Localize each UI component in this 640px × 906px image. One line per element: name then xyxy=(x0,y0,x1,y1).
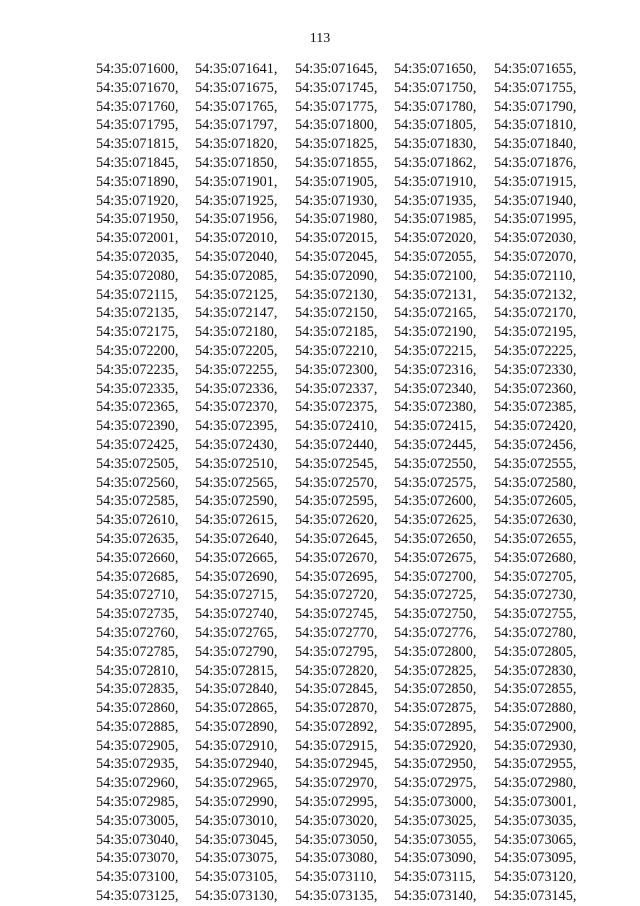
cadastral-number: 54:35:072195, xyxy=(494,324,577,341)
cadastral-number: 54:35:072430, xyxy=(195,436,278,453)
list-row xyxy=(96,60,596,79)
cadastral-number: 54:35:072035, xyxy=(96,248,179,265)
cadastral-number: 54:35:072147, xyxy=(195,305,278,322)
cadastral-number: 54:35:071956, xyxy=(195,211,278,228)
cadastral-number: 54:35:072565, xyxy=(195,474,278,491)
cadastral-number: 54:35:072660, xyxy=(96,549,179,566)
cadastral-number: 54:35:072645, xyxy=(295,530,378,547)
cadastral-number: 54:35:071655, xyxy=(494,61,577,77)
cadastral-number: 54:35:071925, xyxy=(195,192,278,209)
cadastral-number: 54:35:071780, xyxy=(394,98,477,115)
cadastral-number: 54:35:073010, xyxy=(195,812,278,829)
cadastral-number: 54:35:072835, xyxy=(96,681,179,698)
cadastral-number: 54:35:072170, xyxy=(494,305,577,322)
list-row xyxy=(96,643,596,662)
cadastral-number: 54:35:072650, xyxy=(394,530,477,547)
list-row xyxy=(96,286,596,305)
cadastral-number: 54:35:072336, xyxy=(195,380,278,397)
cadastral-number: 54:35:071985, xyxy=(394,211,477,228)
cadastral-number: 54:35:072710, xyxy=(96,587,179,604)
cadastral-number: 54:35:073105, xyxy=(195,869,278,886)
cadastral-number: 54:35:071855, xyxy=(295,154,378,171)
cadastral-number: 54:35:073040, xyxy=(96,831,179,848)
list-row xyxy=(96,511,596,530)
list-row xyxy=(96,229,596,248)
cadastral-number: 54:35:071775, xyxy=(295,98,378,115)
cadastral-number: 54:35:072456, xyxy=(494,436,577,453)
cadastral-number: 54:35:072865, xyxy=(195,700,278,717)
cadastral-number: 54:35:072725, xyxy=(394,587,477,604)
cadastral-number: 54:35:072545, xyxy=(295,455,378,472)
cadastral-number: 54:35:073130, xyxy=(195,888,278,905)
cadastral-number: 54:35:072685, xyxy=(96,568,179,585)
cadastral-number: 54:35:071805, xyxy=(394,117,477,134)
cadastral-number: 54:35:072745, xyxy=(295,606,378,623)
list-row xyxy=(96,868,596,887)
cadastral-number: 54:35:073020, xyxy=(295,812,378,829)
cadastral-number: 54:35:071920, xyxy=(96,192,179,209)
cadastral-number: 54:35:072695, xyxy=(295,568,378,585)
cadastral-number: 54:35:072510, xyxy=(195,455,278,472)
cadastral-number: 54:35:072370, xyxy=(195,399,278,416)
cadastral-number: 54:35:071850, xyxy=(195,154,278,171)
cadastral-number: 54:35:071790, xyxy=(494,98,577,115)
cadastral-number: 54:35:072235, xyxy=(96,361,179,378)
list-row xyxy=(96,568,596,587)
cadastral-number: 54:35:072165, xyxy=(394,305,477,322)
cadastral-number: 54:35:072040, xyxy=(195,248,278,265)
cadastral-number: 54:35:072810, xyxy=(96,662,179,679)
cadastral-number: 54:35:072316, xyxy=(394,361,477,378)
cadastral-number: 54:35:072385, xyxy=(494,399,577,416)
cadastral-number: 54:35:072030, xyxy=(494,230,577,247)
cadastral-number: 54:35:072330, xyxy=(494,361,577,378)
cadastral-number: 54:35:072885, xyxy=(96,718,179,735)
cadastral-number: 54:35:072735, xyxy=(96,606,179,623)
cadastral-number: 54:35:072795, xyxy=(295,643,378,660)
list-row xyxy=(96,398,596,417)
cadastral-number: 54:35:072765, xyxy=(195,624,278,641)
list-row xyxy=(96,116,596,135)
cadastral-number: 54:35:071845, xyxy=(96,154,179,171)
cadastral-number: 54:35:072730, xyxy=(494,587,577,604)
cadastral-number: 54:35:071995, xyxy=(494,211,577,228)
cadastral-number: 54:35:072055, xyxy=(394,248,477,265)
list-row xyxy=(96,680,596,699)
cadastral-number: 54:35:072920, xyxy=(394,737,477,754)
list-row xyxy=(96,737,596,756)
list-row xyxy=(96,530,596,549)
cadastral-number: 54:35:072175, xyxy=(96,324,179,341)
list-row xyxy=(96,154,596,173)
list-row xyxy=(96,135,596,154)
cadastral-number: 54:35:072575, xyxy=(394,474,477,491)
list-row xyxy=(96,624,596,643)
cadastral-number: 54:35:071890, xyxy=(96,173,179,190)
cadastral-number: 54:35:072760, xyxy=(96,624,179,641)
cadastral-number: 54:35:072185, xyxy=(295,324,378,341)
list-row xyxy=(96,79,596,98)
list-row xyxy=(96,718,596,737)
cadastral-number: 54:35:072115, xyxy=(96,286,178,303)
cadastral-number: 54:35:072780, xyxy=(494,624,577,641)
cadastral-number: 54:35:072125, xyxy=(195,286,278,303)
cadastral-number: 54:35:071745, xyxy=(295,79,378,96)
list-row xyxy=(96,699,596,718)
cadastral-number: 54:35:072045, xyxy=(295,248,378,265)
cadastral-number: 54:35:072210, xyxy=(295,342,378,359)
cadastral-number: 54:35:072100, xyxy=(394,267,477,284)
cadastral-number: 54:35:072380, xyxy=(394,399,477,416)
cadastral-number: 54:35:072150, xyxy=(295,305,378,322)
list-row xyxy=(96,586,596,605)
list-row xyxy=(96,417,596,436)
cadastral-number: 54:35:072630, xyxy=(494,512,577,529)
cadastral-number: 54:35:072410, xyxy=(295,418,378,435)
cadastral-number: 54:35:072965, xyxy=(195,775,278,792)
cadastral-number: 54:35:072255, xyxy=(195,361,278,378)
list-row xyxy=(96,267,596,286)
cadastral-number: 54:35:071915, xyxy=(494,173,577,190)
cadastral-number: 54:35:071650, xyxy=(394,61,477,77)
list-row xyxy=(96,849,596,868)
cadastral-number: 54:35:073050, xyxy=(295,831,378,848)
cadastral-number: 54:35:071800, xyxy=(295,117,378,134)
cadastral-number: 54:35:072955, xyxy=(494,756,577,773)
cadastral-number: 54:35:071950, xyxy=(96,211,179,228)
list-row xyxy=(96,173,596,192)
list-row xyxy=(96,755,596,774)
cadastral-number: 54:35:072930, xyxy=(494,737,577,754)
cadastral-number: 54:35:072425, xyxy=(96,436,179,453)
cadastral-number: 54:35:072635, xyxy=(96,530,179,547)
cadastral-number: 54:35:073025, xyxy=(394,812,477,829)
list-row xyxy=(96,98,596,117)
cadastral-number: 54:35:072640, xyxy=(195,530,278,547)
list-row xyxy=(96,662,596,681)
cadastral-number: 54:35:072335, xyxy=(96,380,179,397)
cadastral-number: 54:35:073135, xyxy=(295,888,378,905)
cadastral-number: 54:35:071940, xyxy=(494,192,577,209)
cadastral-number: 54:35:072820, xyxy=(295,662,378,679)
cadastral-number: 54:35:071820, xyxy=(195,136,278,153)
cadastral-number: 54:35:071901, xyxy=(195,173,278,190)
cadastral-number: 54:35:072855, xyxy=(494,681,577,698)
cadastral-number: 54:35:072090, xyxy=(295,267,378,284)
cadastral-number: 54:35:071755, xyxy=(494,79,577,96)
cadastral-number: 54:35:072915, xyxy=(295,737,378,754)
cadastral-number: 54:35:073110, xyxy=(295,869,377,886)
cadastral-number: 54:35:071760, xyxy=(96,98,179,115)
cadastral-number: 54:35:073140, xyxy=(394,888,477,905)
cadastral-number: 54:35:073080, xyxy=(295,850,378,867)
cadastral-number: 54:35:071815, xyxy=(96,136,179,153)
cadastral-number: 54:35:073125, xyxy=(96,888,179,905)
cadastral-number: 54:35:072555, xyxy=(494,455,577,472)
cadastral-number: 54:35:072680, xyxy=(494,549,577,566)
cadastral-number: 54:35:072980, xyxy=(494,775,577,792)
cadastral-number-list xyxy=(96,60,596,906)
cadastral-number: 54:35:073055, xyxy=(394,831,477,848)
cadastral-number: 54:35:071935, xyxy=(394,192,477,209)
cadastral-number: 54:35:072776, xyxy=(394,624,477,641)
list-row xyxy=(96,549,596,568)
list-row xyxy=(96,605,596,624)
list-row xyxy=(96,304,596,323)
list-row xyxy=(96,812,596,831)
cadastral-number: 54:35:071645, xyxy=(295,61,378,77)
cadastral-number: 54:35:072560, xyxy=(96,474,179,491)
list-row xyxy=(96,342,596,361)
cadastral-number: 54:35:072180, xyxy=(195,324,278,341)
cadastral-number: 54:35:071795, xyxy=(96,117,179,134)
cadastral-number: 54:35:073070, xyxy=(96,850,179,867)
cadastral-number: 54:35:072995, xyxy=(295,794,378,811)
cadastral-number: 54:35:071750, xyxy=(394,79,477,96)
cadastral-number: 54:35:072850, xyxy=(394,681,477,698)
cadastral-number: 54:35:072720, xyxy=(295,587,378,604)
cadastral-number: 54:35:072655, xyxy=(494,530,577,547)
cadastral-number: 54:35:071600, xyxy=(96,61,179,77)
cadastral-number: 54:35:072705, xyxy=(494,568,577,585)
cadastral-number: 54:35:072935, xyxy=(96,756,179,773)
list-row xyxy=(96,248,596,267)
cadastral-number: 54:35:073045, xyxy=(195,831,278,848)
cadastral-number: 54:35:072750, xyxy=(394,606,477,623)
cadastral-number: 54:35:072805, xyxy=(494,643,577,660)
cadastral-number: 54:35:072895, xyxy=(394,718,477,735)
cadastral-number: 54:35:072131, xyxy=(394,286,477,303)
cadastral-number: 54:35:072990, xyxy=(195,794,278,811)
list-row xyxy=(96,436,596,455)
list-row xyxy=(96,455,596,474)
cadastral-number: 54:35:072620, xyxy=(295,512,378,529)
cadastral-number: 54:35:072395, xyxy=(195,418,278,435)
cadastral-number: 54:35:072890, xyxy=(195,718,278,735)
cadastral-number: 54:35:072360, xyxy=(494,380,577,397)
cadastral-number: 54:35:071930, xyxy=(295,192,378,209)
cadastral-number: 54:35:071641, xyxy=(195,61,278,77)
cadastral-number: 54:35:072085, xyxy=(195,267,278,284)
cadastral-number: 54:35:072950, xyxy=(394,756,477,773)
cadastral-number: 54:35:072580, xyxy=(494,474,577,491)
cadastral-number: 54:35:072205, xyxy=(195,342,278,359)
cadastral-number: 54:35:073090, xyxy=(394,850,477,867)
cadastral-number: 54:35:072070, xyxy=(494,248,577,265)
cadastral-number: 54:35:072445, xyxy=(394,436,477,453)
cadastral-number: 54:35:072132, xyxy=(494,286,577,303)
list-row xyxy=(96,774,596,793)
list-row xyxy=(96,192,596,211)
cadastral-number: 54:35:072135, xyxy=(96,305,179,322)
cadastral-number: 54:35:071797, xyxy=(195,117,278,134)
cadastral-number: 54:35:072860, xyxy=(96,700,179,717)
cadastral-number: 54:35:073120, xyxy=(494,869,577,886)
cadastral-number: 54:35:073145, xyxy=(494,888,577,905)
cadastral-number: 54:35:072200, xyxy=(96,342,179,359)
cadastral-number: 54:35:071765, xyxy=(195,98,278,115)
cadastral-number: 54:35:072910, xyxy=(195,737,278,754)
list-row xyxy=(96,831,596,850)
list-row xyxy=(96,887,596,906)
cadastral-number: 54:35:072825, xyxy=(394,662,477,679)
cadastral-number: 54:35:072001, xyxy=(96,230,179,247)
cadastral-number: 54:35:071670, xyxy=(96,79,179,96)
cadastral-number: 54:35:072840, xyxy=(195,681,278,698)
cadastral-number: 54:35:072960, xyxy=(96,775,179,792)
cadastral-number: 54:35:072570, xyxy=(295,474,378,491)
cadastral-number: 54:35:072892, xyxy=(295,718,378,735)
cadastral-number: 54:35:072625, xyxy=(394,512,477,529)
cadastral-number: 54:35:073100, xyxy=(96,869,179,886)
cadastral-number: 54:35:073065, xyxy=(494,831,577,848)
cadastral-number: 54:35:072880, xyxy=(494,700,577,717)
cadastral-number: 54:35:073001, xyxy=(494,794,577,811)
page-number: 113 xyxy=(309,31,331,46)
cadastral-number: 54:35:072080, xyxy=(96,267,179,284)
cadastral-number: 54:35:072985, xyxy=(96,794,179,811)
cadastral-number: 54:35:072970, xyxy=(295,775,378,792)
cadastral-number: 54:35:072340, xyxy=(394,380,477,397)
cadastral-number: 54:35:071862, xyxy=(394,154,477,171)
cadastral-number: 54:35:072595, xyxy=(295,493,378,510)
cadastral-number: 54:35:072900, xyxy=(494,718,577,735)
cadastral-number: 54:35:072110, xyxy=(494,267,576,284)
cadastral-number: 54:35:072755, xyxy=(494,606,577,623)
cadastral-number: 54:35:072875, xyxy=(394,700,477,717)
list-row xyxy=(96,361,596,380)
cadastral-number: 54:35:072010, xyxy=(195,230,278,247)
cadastral-number: 54:35:072945, xyxy=(295,756,378,773)
cadastral-number: 54:35:072940, xyxy=(195,756,278,773)
list-row xyxy=(96,323,596,342)
cadastral-number: 54:35:072610, xyxy=(96,512,179,529)
cadastral-number: 54:35:072020, xyxy=(394,230,477,247)
cadastral-number: 54:35:072845, xyxy=(295,681,378,698)
cadastral-number: 54:35:072700, xyxy=(394,568,477,585)
cadastral-number: 54:35:071810, xyxy=(494,117,577,134)
list-row xyxy=(96,380,596,399)
cadastral-number: 54:35:072190, xyxy=(394,324,477,341)
cadastral-number: 54:35:072215, xyxy=(394,342,477,359)
cadastral-number: 54:35:072870, xyxy=(295,700,378,717)
cadastral-number: 54:35:071825, xyxy=(295,136,378,153)
cadastral-number: 54:35:073035, xyxy=(494,812,577,829)
cadastral-number: 54:35:072505, xyxy=(96,455,179,472)
cadastral-number: 54:35:072550, xyxy=(394,455,477,472)
cadastral-number: 54:35:072690, xyxy=(195,568,278,585)
list-row xyxy=(96,474,596,493)
cadastral-number: 54:35:072375, xyxy=(295,399,378,416)
cadastral-number: 54:35:072975, xyxy=(394,775,477,792)
cadastral-number: 54:35:071876, xyxy=(494,154,577,171)
cadastral-number: 54:35:072665, xyxy=(195,549,278,566)
cadastral-number: 54:35:072785, xyxy=(96,643,179,660)
cadastral-number: 54:35:071905, xyxy=(295,173,378,190)
cadastral-number: 54:35:072800, xyxy=(394,643,477,660)
cadastral-number: 54:35:072440, xyxy=(295,436,378,453)
cadastral-number: 54:35:071840, xyxy=(494,136,577,153)
list-row xyxy=(96,492,596,511)
cadastral-number: 54:35:072600, xyxy=(394,493,477,510)
cadastral-number: 54:35:072815, xyxy=(195,662,278,679)
cadastral-number: 54:35:073075, xyxy=(195,850,278,867)
cadastral-number: 54:35:072390, xyxy=(96,418,179,435)
cadastral-number: 54:35:072130, xyxy=(295,286,378,303)
cadastral-number: 54:35:072225, xyxy=(494,342,577,359)
cadastral-number: 54:35:071910, xyxy=(394,173,477,190)
cadastral-number: 54:35:071830, xyxy=(394,136,477,153)
cadastral-number: 54:35:072790, xyxy=(195,643,278,660)
cadastral-number: 54:35:072740, xyxy=(195,606,278,623)
cadastral-number: 54:35:073115, xyxy=(394,869,476,886)
cadastral-number: 54:35:072015, xyxy=(295,230,378,247)
cadastral-number: 54:35:072675, xyxy=(394,549,477,566)
cadastral-number: 54:35:073095, xyxy=(494,850,577,867)
cadastral-number: 54:35:072670, xyxy=(295,549,378,566)
cadastral-number: 54:35:072415, xyxy=(394,418,477,435)
cadastral-number: 54:35:072770, xyxy=(295,624,378,641)
list-row xyxy=(96,793,596,812)
cadastral-number: 54:35:072590, xyxy=(195,493,278,510)
cadastral-number: 54:35:072420, xyxy=(494,418,577,435)
cadastral-number: 54:35:072337, xyxy=(295,380,378,397)
cadastral-number: 54:35:073000, xyxy=(394,794,477,811)
cadastral-number: 54:35:072905, xyxy=(96,737,179,754)
cadastral-number: 54:35:072300, xyxy=(295,361,378,378)
cadastral-number: 54:35:072830, xyxy=(494,662,577,679)
cadastral-number: 54:35:071675, xyxy=(195,79,278,96)
cadastral-number: 54:35:072605, xyxy=(494,493,577,510)
cadastral-number: 54:35:072585, xyxy=(96,493,179,510)
cadastral-number: 54:35:072715, xyxy=(195,587,278,604)
list-row xyxy=(96,210,596,229)
cadastral-number: 54:35:073005, xyxy=(96,812,179,829)
cadastral-number: 54:35:072615, xyxy=(195,512,278,529)
cadastral-number: 54:35:072365, xyxy=(96,399,179,416)
cadastral-number: 54:35:071980, xyxy=(295,211,378,228)
